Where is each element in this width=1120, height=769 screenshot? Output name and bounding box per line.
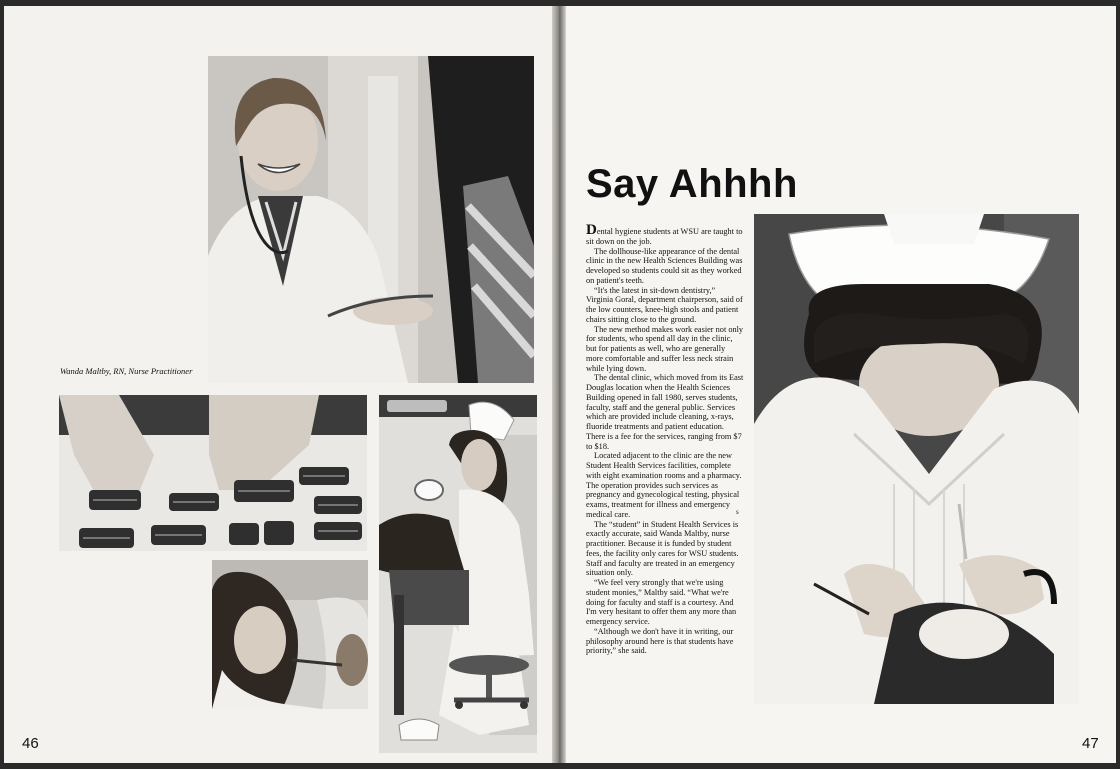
photo-nurse-practitioner	[208, 56, 534, 383]
article-paragraph-4: The new method makes work easier not only for students, who spend all day in the clinic, but for patients as well, who are generally more comfortable and suffer less neck strain while lying down.	[586, 324, 744, 373]
page-number: 46	[22, 735, 39, 752]
article-paragraph-8: “We feel very strongly that we're using student monies,” Maltby said. “What we're doing for faculty and staff is a courtesy. And I'm very hesitant to offer them any more than emergency service.	[586, 578, 737, 626]
article-body	[586, 222, 744, 656]
drop-cap: D	[586, 222, 597, 238]
headline: Say Ahhhh	[586, 162, 798, 206]
article-paragraph-6: Located adjacent to the clinic are the new Student Health Services facilities, complete with eight examination rooms and a pharmacy. The operation provides such services as pregnancy and gynecological testing, physical exams, treatment for illness and emergency medical care.	[586, 451, 742, 519]
stray-mark: s	[736, 508, 739, 516]
article-paragraph-1: Dental hygiene students at WSU are taught to sit down on the job.	[586, 222, 743, 246]
page-number: 47	[1082, 735, 1099, 752]
photo-dental-hygiene-student	[754, 214, 1079, 704]
photo-dental-models	[59, 395, 367, 551]
left-page	[4, 6, 552, 763]
photo-dental-chair	[379, 395, 537, 753]
article-paragraph-3: “It's the latest in sit-down dentistry,” Virginia Goral, department chairperson, said of the low counters, knee-high stools and patient chairs sitting close to the ground.	[586, 285, 743, 324]
article-paragraph-9: “Although we don't have it in writing, our philosophy around here is that students have priority,” she said.	[586, 626, 734, 656]
book-gutter	[552, 6, 566, 763]
article-paragraph-2: The dollhouse-like appearance of the dental clinic in the new Health Sciences Building was developed so students could sit as they worked on patient's teeth.	[586, 246, 743, 285]
article-paragraph-7: The “student” in Student Health Services is exactly accurate, said Wanda Maltby, nurse practitioner. Because it is funded by student fees, the facility only cares for WSU students. Staff and faculty are treated in an emergency situation only.	[586, 519, 739, 578]
right-page	[566, 6, 1116, 763]
photo-student-hygienist	[212, 560, 368, 709]
article-paragraph-5: The dental clinic, which moved from its East Douglas location when the Health Sciences Building opened in fall 1980, serves students, faculty, staff and the general public. Services which are provided include cleaning, x-rays, fluoride treatments and patient education. There is a fee for the services, ranging from $7 to $18.	[586, 373, 744, 451]
photo-caption: Wanda Maltby, RN, Nurse Practitioner	[60, 366, 193, 376]
